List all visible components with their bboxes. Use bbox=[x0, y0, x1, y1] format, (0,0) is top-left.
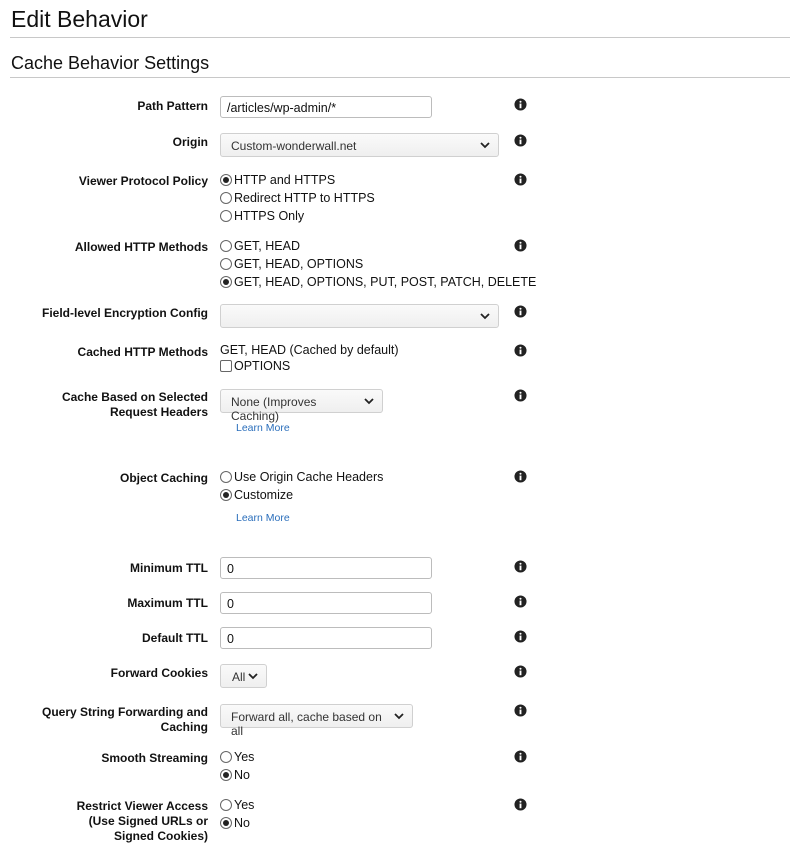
info-icon[interactable] bbox=[514, 750, 527, 763]
info-icon[interactable] bbox=[514, 470, 527, 483]
radio-button[interactable] bbox=[220, 769, 232, 781]
object-caching-label: Object Caching bbox=[119, 471, 208, 485]
info-icon[interactable] bbox=[514, 389, 527, 402]
radio-smooth-streaming-yes[interactable]: Yes bbox=[220, 749, 254, 765]
request-headers-learn-more[interactable]: Learn More bbox=[236, 422, 290, 434]
info-icon[interactable] bbox=[514, 560, 527, 573]
object-caching-learn-more[interactable]: Learn More bbox=[236, 512, 290, 524]
smooth-streaming-label: Smooth Streaming bbox=[101, 751, 208, 765]
allowed-methods-label: Allowed HTTP Methods bbox=[74, 240, 208, 254]
chevron-down-icon bbox=[248, 671, 258, 681]
forward-cookies-value: All bbox=[232, 670, 246, 684]
radio-get-head-options[interactable]: GET, HEAD, OPTIONS bbox=[220, 256, 363, 272]
radio-smooth-streaming-no[interactable]: No bbox=[220, 767, 250, 783]
forward-cookies-label: Forward Cookies bbox=[110, 666, 208, 680]
query-string-value: Forward all, cache based on all bbox=[231, 710, 382, 738]
chevron-down-icon bbox=[480, 140, 490, 150]
cached-methods-default: GET, HEAD (Cached by default) bbox=[220, 343, 399, 357]
request-headers-value: None (Improves Caching) bbox=[231, 395, 317, 423]
path-pattern-label: Path Pattern bbox=[137, 99, 208, 113]
cached-methods-label: Cached HTTP Methods bbox=[77, 345, 208, 359]
radio-https-only[interactable]: HTTPS Only bbox=[220, 208, 304, 224]
info-icon[interactable] bbox=[514, 630, 527, 643]
section-divider bbox=[10, 77, 790, 78]
info-icon[interactable] bbox=[514, 665, 527, 678]
radio-button[interactable] bbox=[220, 240, 232, 252]
restrict-access-label: Restrict Viewer Access (Use Signed URLs or Signed Cookies) bbox=[76, 799, 208, 843]
chevron-down-icon bbox=[364, 396, 374, 406]
default-ttl-label: Default TTL bbox=[142, 631, 208, 645]
radio-button[interactable] bbox=[220, 751, 232, 763]
origin-select[interactable] bbox=[220, 133, 499, 157]
radio-button[interactable] bbox=[220, 817, 232, 829]
page-title: Edit Behavior bbox=[11, 6, 148, 32]
radio-button[interactable] bbox=[220, 210, 232, 222]
radio-button[interactable] bbox=[220, 276, 232, 288]
radio-button[interactable] bbox=[220, 174, 232, 186]
info-icon[interactable] bbox=[514, 173, 527, 186]
checkbox[interactable] bbox=[220, 360, 232, 372]
viewer-protocol-label: Viewer Protocol Policy bbox=[78, 174, 208, 188]
info-icon[interactable] bbox=[514, 344, 527, 357]
field-encryption-select[interactable] bbox=[220, 304, 499, 328]
info-icon[interactable] bbox=[514, 134, 527, 147]
origin-select-value: Custom-wonderwall.net bbox=[231, 139, 357, 153]
info-icon[interactable] bbox=[514, 239, 527, 252]
section-title: Cache Behavior Settings bbox=[11, 53, 210, 73]
origin-label: Origin bbox=[172, 135, 208, 149]
max-ttl-input[interactable]: 0 bbox=[220, 592, 432, 614]
radio-button[interactable] bbox=[220, 192, 232, 204]
max-ttl-label: Maximum TTL bbox=[127, 596, 208, 610]
field-encryption-label: Field-level Encryption Config bbox=[41, 306, 208, 320]
radio-button[interactable] bbox=[220, 258, 232, 270]
radio-button[interactable] bbox=[220, 799, 232, 811]
radio-restrict-no[interactable]: No bbox=[220, 815, 250, 831]
radio-restrict-yes[interactable]: Yes bbox=[220, 797, 254, 813]
chevron-down-icon bbox=[394, 711, 404, 721]
query-string-label: Query String Forwarding and Caching bbox=[41, 705, 208, 734]
title-divider bbox=[10, 37, 790, 38]
radio-button[interactable] bbox=[220, 489, 232, 501]
radio-button[interactable] bbox=[220, 471, 232, 483]
info-icon[interactable] bbox=[514, 98, 527, 111]
info-icon[interactable] bbox=[514, 305, 527, 318]
checkbox-options[interactable]: OPTIONS bbox=[220, 358, 290, 374]
request-headers-label: Cache Based on Selected Request Headers bbox=[61, 390, 208, 419]
radio-http-and-https[interactable]: HTTP and HTTPS bbox=[220, 172, 335, 188]
path-pattern-input[interactable]: /articles/wp-admin/* bbox=[220, 96, 432, 118]
chevron-down-icon bbox=[480, 311, 490, 321]
query-string-select[interactable] bbox=[220, 704, 413, 738]
default-ttl-input[interactable]: 0 bbox=[220, 627, 432, 649]
info-icon[interactable] bbox=[514, 704, 527, 717]
radio-use-origin-cache-headers[interactable]: Use Origin Cache Headers bbox=[220, 469, 383, 485]
radio-redirect-http-to-https[interactable]: Redirect HTTP to HTTPS bbox=[220, 190, 375, 206]
min-ttl-label: Minimum TTL bbox=[130, 561, 208, 575]
info-icon[interactable] bbox=[514, 798, 527, 811]
radio-customize[interactable]: Customize bbox=[220, 487, 293, 503]
info-icon[interactable] bbox=[514, 595, 527, 608]
forward-cookies-select[interactable] bbox=[220, 664, 267, 688]
radio-all-methods[interactable]: GET, HEAD, OPTIONS, PUT, POST, PATCH, DELETE bbox=[220, 274, 536, 290]
request-headers-select[interactable] bbox=[220, 389, 383, 423]
min-ttl-input[interactable]: 0 bbox=[220, 557, 432, 579]
radio-get-head[interactable]: GET, HEAD bbox=[220, 238, 300, 254]
